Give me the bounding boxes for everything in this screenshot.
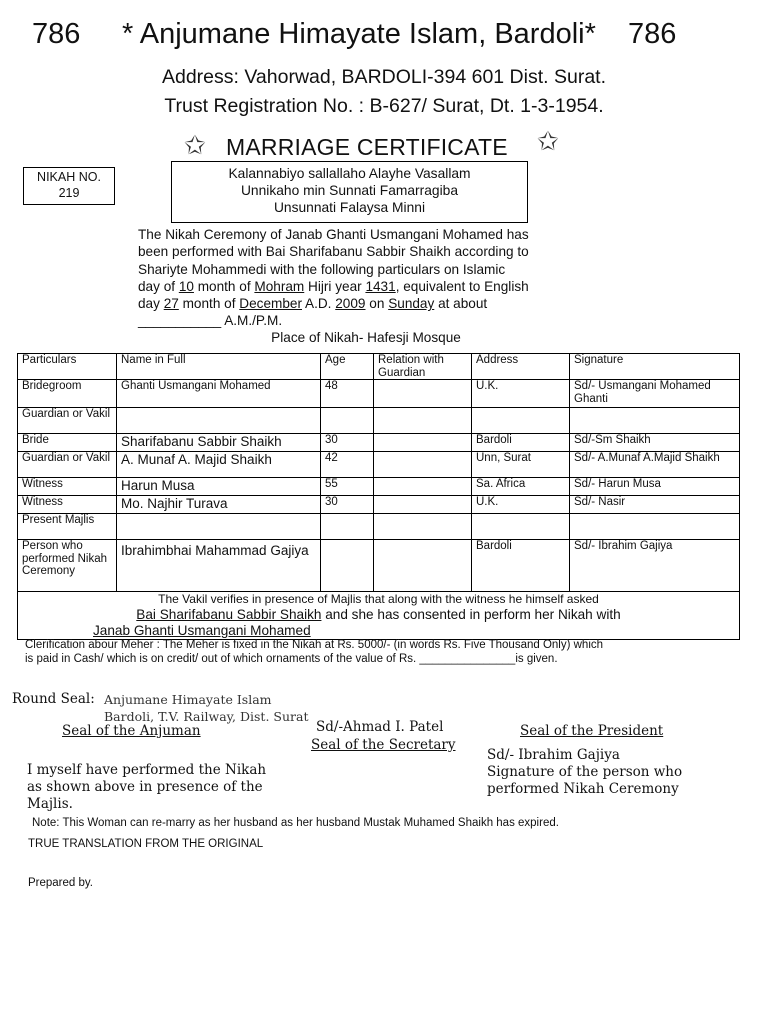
age-cell	[321, 540, 374, 592]
table-row	[18, 514, 740, 540]
age-cell: 48	[321, 380, 374, 408]
signature-cell: Sd/- Nasir	[570, 496, 740, 514]
name-cell: A. Munaf A. Majid Shaikh	[117, 452, 321, 478]
anjuman-seal: Seal of the Anjuman	[62, 723, 201, 739]
text: day	[138, 296, 164, 312]
text: , equivalent to English	[395, 278, 529, 294]
table-header-row	[18, 354, 740, 380]
table-row	[18, 496, 740, 514]
table-row	[18, 540, 740, 592]
table-row	[18, 380, 740, 408]
column-header: Particulars	[18, 354, 117, 380]
self-declaration-line: I myself have performed the Nikah	[27, 762, 267, 778]
relation-cell	[374, 380, 472, 408]
time-blank: ___________	[138, 313, 222, 329]
prepared-by: Prepared by.	[28, 877, 93, 889]
ceremony-line: been performed with Bai Sharifabanu Sabbir Shaikh according to	[138, 244, 529, 260]
signature-cell: Sd/- Usmangani Mohamed Ghanti	[570, 380, 740, 408]
address-cell: U.K.	[472, 496, 570, 514]
performer-line: performed Nikah Ceremony	[487, 781, 679, 797]
particular-cell: Guardian or Vakil	[18, 408, 117, 434]
name-cell: Mo. Najhir Turava	[117, 496, 321, 514]
signature-cell: Sd/- Ibrahim Gajiya	[570, 540, 740, 592]
name-cell	[117, 408, 321, 434]
self-declaration-line: as shown above in presence of the	[27, 779, 263, 795]
name-cell: Sharifabanu Sabbir Shaikh	[117, 434, 321, 452]
english-month: December	[239, 296, 302, 312]
text: A.D.	[302, 296, 336, 312]
table-row	[18, 408, 740, 434]
ceremony-line-english	[138, 295, 608, 312]
english-day: 27	[163, 296, 179, 312]
ceremony-paragraph	[138, 226, 608, 330]
nikah-number-box	[23, 167, 115, 205]
vakil-line	[18, 607, 739, 623]
age-cell: 30	[321, 434, 374, 452]
name-cell: Harun Musa	[117, 478, 321, 496]
meher-line: is paid in Cash/ which is on credit/ out of which ornaments of the value of Rs. _______________is given.	[25, 652, 558, 665]
hijri-month: Mohram	[254, 278, 305, 294]
remarriage-note: Note: This Woman can re-marry as her husband as her husband Mustak Muhamed Shaikh has expired.	[32, 817, 559, 829]
ceremony-line-time	[138, 312, 608, 329]
place-of-nikah: Place of Nikah- Hafesji Mosque	[271, 330, 461, 345]
bride-name: Bai Sharifabanu Sabbir Shaikh	[136, 607, 322, 622]
performer-signature: Sd/- Ibrahim Gajiya	[487, 747, 620, 763]
header-number-left: 786	[32, 18, 81, 50]
text: on	[365, 296, 389, 312]
signature-cell: Sd/-Sm Shaikh	[570, 434, 740, 452]
round-seal-line: Anjumane Himayate Islam	[104, 692, 272, 707]
relation-cell	[374, 434, 472, 452]
vakil-text: and she has consented in perform her Nikah with	[321, 607, 621, 622]
text: at about	[434, 296, 488, 312]
column-header: Address	[472, 354, 570, 380]
signature-cell	[570, 514, 740, 540]
address-cell: Bardoli	[472, 540, 570, 592]
invocation-box	[171, 161, 528, 223]
signature-cell	[570, 408, 740, 434]
hijri-day: 10	[178, 278, 194, 294]
star-outline-icon: ✩	[184, 130, 206, 160]
invocation-line: Unnikaho min Sunnati Famarragiba	[240, 183, 459, 198]
particular-cell: Present Majlis	[18, 514, 117, 540]
particular-cell: Witness	[18, 496, 117, 514]
address-cell: Sa. Africa	[472, 478, 570, 496]
ceremony-line-hijri	[138, 278, 608, 295]
relation-cell	[374, 452, 472, 478]
name-cell	[117, 514, 321, 540]
vakil-line	[18, 623, 739, 639]
header-title: * Anjumane Himayate Islam, Bardoli*	[122, 18, 596, 50]
table-row	[18, 434, 740, 452]
text: month of	[193, 278, 255, 294]
particular-cell: Bridegroom	[18, 380, 117, 408]
ampm: A.M./P.M.	[221, 313, 283, 329]
invocation-line: Unsunnati Falaysa Minni	[273, 200, 426, 215]
vakil-line: The Vakil verifies in presence of Majlis that along with the witness he himself asked	[158, 592, 599, 606]
performer-signature-block	[487, 747, 682, 798]
signature-cell: Sd/- Harun Musa	[570, 478, 740, 496]
particulars-table	[17, 353, 740, 640]
vakil-verification-cell	[18, 592, 740, 640]
certificate-title: MARRIAGE CERTIFICATE	[226, 134, 508, 160]
age-cell	[321, 408, 374, 434]
column-header: Signature	[570, 354, 740, 380]
relation-cell	[374, 408, 472, 434]
english-year: 2009	[335, 296, 366, 312]
meher-line: Clerification abour Meher : The Meher is fixed in the Nikah at Rs. 5000/- (in words Rs. Five Thousand Only) which	[25, 639, 604, 651]
address-cell	[472, 514, 570, 540]
invocation-line: Kalannabiyo sallallaho Alayhe Vasallam	[228, 166, 471, 181]
ceremony-line: The Nikah Ceremony of Janab Ghanti Usmangani Mohamed has	[138, 227, 529, 242]
relation-cell	[374, 514, 472, 540]
secretary-seal: Seal of the Secretary	[311, 737, 456, 753]
relation-cell	[374, 540, 472, 592]
self-declaration-line: Majlis.	[27, 796, 73, 812]
age-cell: 30	[321, 496, 374, 514]
header-address: Address: Vahorwad, BARDOLI-394 601 Dist. Surat.	[161, 66, 606, 88]
header-line	[32, 18, 752, 58]
address-cell: Bardoli	[472, 434, 570, 452]
column-header: Age	[321, 354, 374, 380]
round-seal-line: Bardoli, T.V. Railway, Dist. Surat	[104, 709, 309, 724]
name-cell: Ghanti Usmangani Mohamed	[117, 380, 321, 408]
relation-cell	[374, 496, 472, 514]
age-cell: 55	[321, 478, 374, 496]
age-cell: 42	[321, 452, 374, 478]
groom-name: Janab Ghanti Usmangani Mohamed	[93, 623, 311, 638]
round-seal-label: Round Seal:	[12, 691, 95, 707]
nikah-number-label: NIKAH NO.	[37, 170, 101, 184]
star-outline-icon: ✩	[537, 126, 559, 156]
hijri-year: 1431	[365, 278, 396, 294]
address-cell: Unn, Surat	[472, 452, 570, 478]
nikah-number-value: 219	[58, 186, 80, 200]
president-seal: Seal of the President	[520, 723, 664, 739]
relation-cell	[374, 478, 472, 496]
true-translation: TRUE TRANSLATION FROM THE ORIGINAL	[28, 838, 264, 850]
text: day of	[138, 278, 179, 294]
ceremony-line: Shariyte Mohammedi with the following particulars on Islamic	[138, 261, 506, 277]
table-row	[18, 452, 740, 478]
column-header: Relation with Guardian	[374, 354, 472, 380]
particular-cell: Bride	[18, 434, 117, 452]
column-header: Name in Full	[117, 354, 321, 380]
vakil-verification-row	[18, 592, 740, 640]
self-declaration	[27, 762, 266, 813]
meher-clarification	[25, 639, 745, 666]
name-cell: Ibrahimbhai Mahammad Gajiya	[117, 540, 321, 592]
address-cell	[472, 408, 570, 434]
header-registration: Trust Registration No. : B-627/ Surat, Dt. 1-3-1954.	[164, 95, 604, 117]
text: month of	[178, 296, 240, 312]
particular-cell: Guardian or Vakil	[18, 452, 117, 478]
age-cell	[321, 514, 374, 540]
header-number-right: 786	[628, 18, 677, 50]
signature-cell: Sd/- A.Munaf A.Majid Shaikh	[570, 452, 740, 478]
table-row	[18, 478, 740, 496]
particular-cell: Person who performed Nikah Ceremony	[18, 540, 117, 592]
text: Hijri year	[304, 278, 366, 294]
secretary-signature: Sd/-Ahmad I. Patel	[316, 719, 444, 735]
address-cell: U.K.	[472, 380, 570, 408]
particular-cell: Witness	[18, 478, 117, 496]
weekday: Sunday	[388, 296, 435, 312]
performer-line: Signature of the person who	[487, 764, 683, 780]
